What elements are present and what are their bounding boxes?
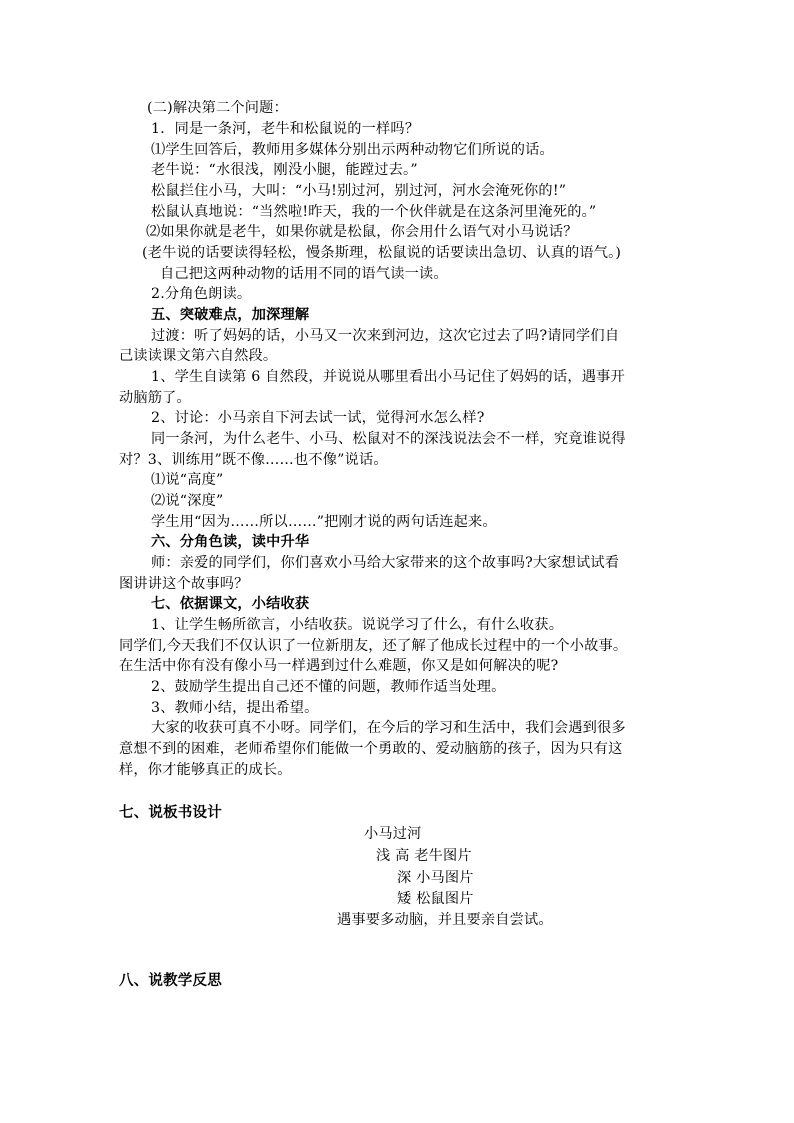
squirrel-quote-1: 松鼠拦住小马，大叫：“小马!别过河，别过河，河水会淹死你的!” [151, 183, 567, 199]
subsection-heading: (二)解决第二个问题： [147, 100, 288, 116]
discussion-line-1: 同一条河，为什么老牛、小马、松鼠对不的深浅说法会不一样，究竟谁说得 [151, 431, 626, 447]
step-2: ⑵如果你就是老牛，如果你就是松鼠，你会用什么语气对小马说话？ [146, 224, 578, 240]
board-title: 小马过河 [364, 826, 422, 842]
summary-item-1: 1、让学生畅所欲言，小结收获。说说学习了什么，有什么收获。 [151, 617, 564, 633]
board-conclusion: 遇事要多动脑，并且要亲自尝试。 [337, 912, 553, 928]
summary-para-line-2: 在生活中你有没有像小马一样遇到过什么难题，你又是如何解决的呢? [119, 658, 559, 674]
reading-tone-note: (老牛说的话要读得轻松，慢条斯理，松鼠说的话要读出急切、认真的语气。) [142, 245, 622, 261]
summary-para-line-1: 同学们,今天我们不仅认识了一位新朋友，还了解了他成长过程中的一个小故事。 [119, 638, 628, 654]
item-1-line-1: 1、学生自读第 6 自然段，并说说从哪里看出小马记住了妈妈的话，遇事开 [151, 369, 625, 385]
step-1: ⑴学生回答后，教师用多媒体分别出示两种动物它们所说的话。 [151, 142, 554, 158]
ox-quote: 老牛说：“水很浅，刚没小腿，能蹚过去。” [151, 162, 418, 178]
say-height: ⑴说“高度” [151, 472, 224, 488]
section-7-heading: 七、依据课文，小结收获 [151, 596, 310, 612]
transition-line-2: 己读读课文第六自然段。 [119, 348, 278, 364]
closing-line-1: 大家的收获可真不小呀。同学们，在今后的学习和生活中，我们会遇到很多 [151, 720, 626, 736]
teacher-line-2: 图讲讲这个故事吗？ [119, 576, 249, 592]
teacher-line-1: 师：亲爱的同学们，你们喜欢小马给大家带来的这个故事吗?大家想试试看 [151, 555, 620, 571]
board-row-3: 矮 松鼠图片 [397, 891, 474, 907]
board-design-heading: 七、说板书设计 [119, 804, 222, 821]
closing-line-2: 意想不到的困难，老师希望你们能做一个勇敢的、爱动脑筋的孩子，因为只有这 [119, 741, 623, 757]
role-reading: 2.分角色朗读。 [151, 286, 252, 302]
reflection-heading: 八、说教学反思 [119, 972, 222, 989]
discussion-line-2: 对？3、训练用”既不像……也不像”说话。 [119, 452, 388, 468]
say-depth: ⑵说“深度” [151, 493, 224, 509]
section-5-heading: 五、突破难点，加深理解 [151, 307, 310, 323]
item-2: 2、讨论：小马亲自下河去试一试，觉得河水怎么样? [151, 410, 485, 426]
self-reading: 自己把这两种动物的话用不同的语气读一读。 [160, 266, 448, 282]
board-row-2: 深 小马图片 [397, 870, 474, 886]
closing-line-3: 样，你才能够真正的成长。 [119, 762, 292, 778]
transition-line-1: 过渡：听了妈妈的话，小马又一次来到河边，这次它过去了吗?请同学们自 [151, 328, 620, 344]
squirrel-quote-2: 松鼠认真地说：“当然啦!昨天，我的一个伙伴就是在这条河里淹死的。” [151, 204, 597, 220]
question-1: 1．同是一条河，老牛和松鼠说的一样吗？ [151, 121, 420, 137]
item-1-line-2: 动脑筋了。 [119, 390, 191, 406]
board-row-1: 浅 高 老牛图片 [376, 848, 472, 864]
section-6-heading: 六、分角色读，读中升华 [151, 534, 310, 550]
summary-item-2: 2、鼓励学生提出自己还不懂的问题，教师作适当处理。 [151, 679, 506, 695]
summary-item-3: 3、教师小结，提出希望。 [151, 700, 319, 716]
connect-sentences: 学生用“因为……所以……”把刚才说的两句话连起来。 [151, 514, 497, 530]
